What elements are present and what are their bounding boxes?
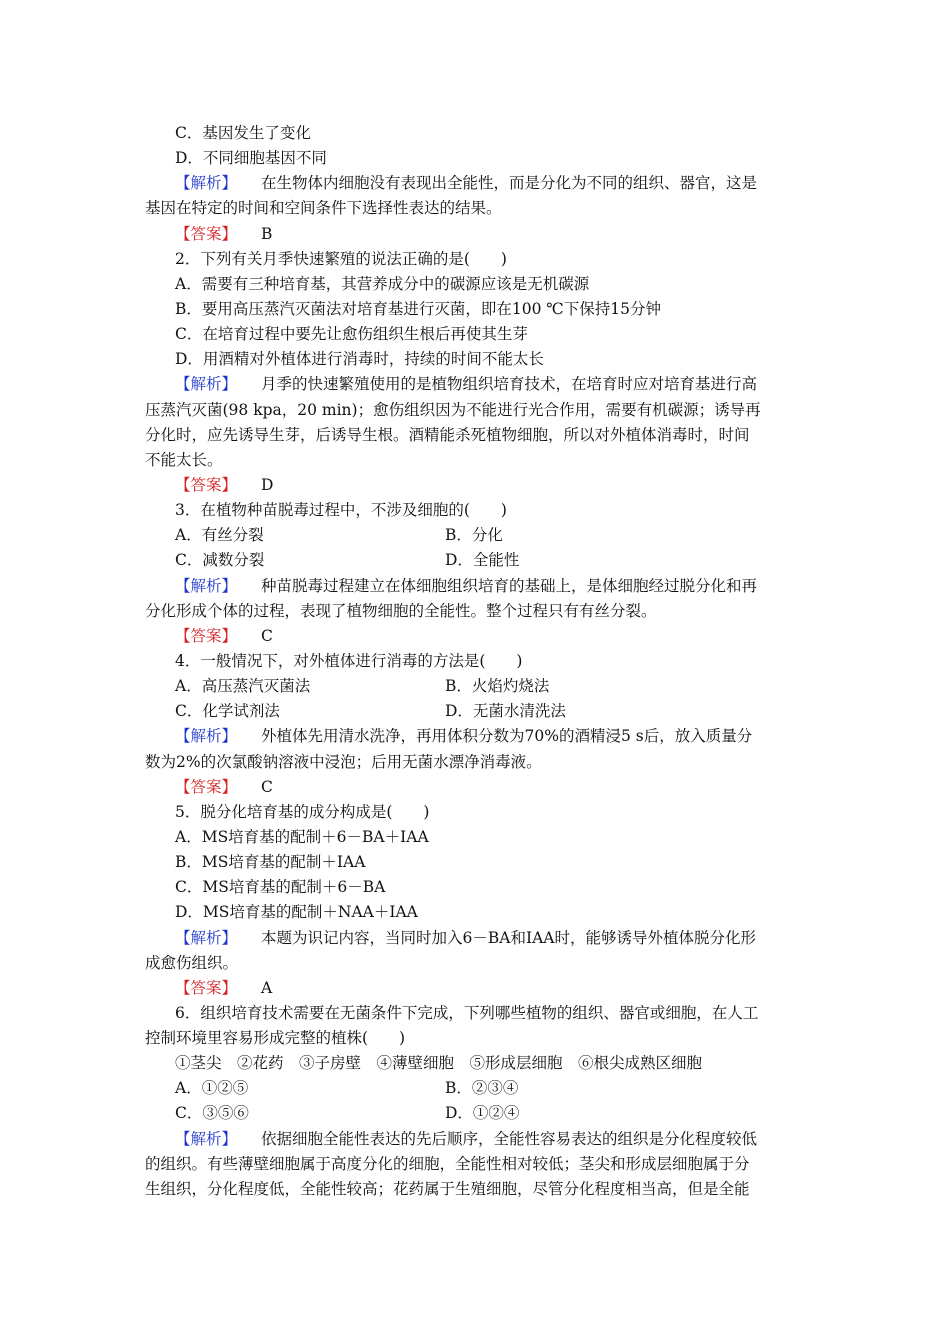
q2-explanation-line: 压蒸汽灭菌(98 kpa，20 min)；愈伤组织因为不能进行光合作用，需要有机碳源；诱导再 bbox=[145, 400, 761, 419]
q6-explanation-line: 的组织。有些薄壁细胞属于高度分化的细胞，全能性相对较低；茎尖和形成层细胞属于分 bbox=[145, 1154, 750, 1173]
q2-answer bbox=[145, 473, 813, 498]
q2-explanation-line: 不能太长。 bbox=[145, 450, 223, 469]
answer-value: A bbox=[261, 978, 273, 997]
answer-tag: 【答案】 bbox=[175, 475, 238, 494]
answer-value: B bbox=[261, 224, 273, 243]
q3-answer bbox=[145, 624, 813, 649]
q4-options-row bbox=[145, 699, 813, 724]
q2-explanation-line: 【解析】 月季的快速繁殖使用的是植物组织培育技术，在培育时应对培育基进行高 bbox=[175, 375, 758, 394]
q6-explanation-line: 【解析】 依据细胞全能性表达的先后顺序，全能性容易表达的组织是分化程度较低 bbox=[175, 1129, 758, 1148]
q2-option-d: D．用酒精对外植体进行消毒时，持续的时间不能太长 bbox=[175, 350, 544, 369]
q5-stem: 5．脱分化培育基的成分构成是( ) bbox=[175, 802, 430, 821]
answer-value: C bbox=[261, 626, 273, 645]
q2-option-b: B．要用高压蒸汽灭菌法对培育基进行灭菌，即在100 ℃下保持15分钟 bbox=[175, 299, 661, 318]
q6-option-b: B．②③④ bbox=[445, 1079, 519, 1098]
q3-option-a: A．有丝分裂 bbox=[175, 526, 264, 545]
answer-tag: 【答案】 bbox=[175, 978, 238, 997]
explanation-tag: 【解析】 bbox=[175, 375, 238, 394]
q3-option-b: B．分化 bbox=[445, 526, 503, 545]
answer-value: C bbox=[261, 777, 273, 796]
q5-option-a: A．MS培育基的配制＋6－BA＋IAA bbox=[175, 827, 429, 846]
q5-explanation-line: 成愈伤组织。 bbox=[145, 953, 239, 972]
q5-answer bbox=[145, 976, 813, 1001]
q6-options-row bbox=[145, 1076, 813, 1101]
q6-explanation-line: 生组织，分化程度低，全能性较高；花药属于生殖细胞，尽管分化程度相当高，但是全能 bbox=[145, 1179, 750, 1198]
answer-tag: 【答案】 bbox=[175, 777, 238, 796]
q5-explanation-line: 【解析】 本题为识记内容，当同时加入6－BA和IAA时，能够诱导外植体脱分化形 bbox=[175, 928, 756, 947]
q6-option-a: A．①②⑤ bbox=[175, 1079, 249, 1098]
explanation-tag: 【解析】 bbox=[175, 727, 238, 746]
q4-explanation-line: 【解析】 外植体先用清水洗净，再用体积分数为70%的酒精浸5 s后，放入质量分 bbox=[175, 727, 753, 746]
q4-option-b: B．火焰灼烧法 bbox=[445, 677, 550, 696]
answer-tag: 【答案】 bbox=[175, 224, 238, 243]
q5-option-b: B．MS培育基的配制＋IAA bbox=[175, 853, 366, 872]
q6-option-d: D．①②④ bbox=[445, 1104, 520, 1123]
q6-stem: 6．组织培育技术需要在无菌条件下完成，下列哪些植物的组织、器官或细胞，在人工 bbox=[175, 1003, 759, 1022]
q1-option-d: D．不同细胞基因不同 bbox=[175, 149, 327, 168]
explanation-tag: 【解析】 bbox=[175, 1129, 238, 1148]
explanation-tag: 【解析】 bbox=[175, 174, 238, 193]
q2-option-a: A．需要有三种培育基，其营养成分中的碳源应该是无机碳源 bbox=[175, 274, 590, 293]
explanation-tag: 【解析】 bbox=[175, 576, 238, 595]
q3-explanation-line: 【解析】 种苗脱毒过程建立在体细胞组织培育的基础上，是体细胞经过脱分化和再 bbox=[175, 576, 758, 595]
q6-option-c: C．③⑤⑥ bbox=[175, 1104, 249, 1123]
q4-explanation-line: 数为2%的次氯酸钠溶液中浸泡；后用无菌水漂净消毒液。 bbox=[145, 752, 542, 771]
q3-option-c: C．减数分裂 bbox=[175, 551, 265, 570]
answer-tag: 【答案】 bbox=[175, 626, 238, 645]
q5-option-c: C．MS培育基的配制＋6－BA bbox=[175, 878, 386, 897]
q6-items: ①茎尖 ②花药 ③子房壁 ④薄壁细胞 ⑤形成层细胞 ⑥根尖成熟区细胞 bbox=[175, 1054, 703, 1073]
q6-stem: 控制环境里容易形成完整的植株( ) bbox=[145, 1029, 406, 1048]
q4-options-row bbox=[145, 674, 813, 699]
q3-options-row bbox=[145, 548, 813, 573]
q4-option-a: A．高压蒸汽灭菌法 bbox=[175, 677, 311, 696]
q2-explanation-line: 分化时，应先诱导生芽，后诱导生根。酒精能杀死植物细胞，所以对外植体消毒时，时间 bbox=[145, 425, 750, 444]
q6-options-row bbox=[145, 1101, 813, 1126]
q4-option-c: C．化学试剂法 bbox=[175, 702, 280, 721]
q2-option-c: C．在培育过程中要先让愈伤组织生根后再使其生芽 bbox=[175, 325, 528, 344]
q3-options-row bbox=[145, 523, 813, 548]
page-content bbox=[145, 121, 813, 1202]
q2-stem: 2．下列有关月季快速繁殖的说法正确的是( ) bbox=[175, 249, 507, 268]
q3-stem: 3．在植物种苗脱毒过程中，不涉及细胞的( ) bbox=[175, 501, 507, 520]
q3-option-d: D．全能性 bbox=[445, 551, 520, 570]
q4-option-d: D．无菌水清洗法 bbox=[445, 702, 566, 721]
explanation-tag: 【解析】 bbox=[175, 928, 238, 947]
q4-stem: 4．一般情况下，对外植体进行消毒的方法是( ) bbox=[175, 651, 523, 670]
q1-explanation-line: 基因在特定的时间和空间条件下选择性表达的结果。 bbox=[145, 199, 502, 218]
q1-option-c: C．基因发生了变化 bbox=[175, 124, 311, 142]
answer-value: D bbox=[261, 475, 274, 494]
q5-option-d: D．MS培育基的配制＋NAA＋IAA bbox=[175, 903, 418, 922]
q3-explanation-line: 分化形成个体的过程，表现了植物细胞的全能性。整个过程只有有丝分裂。 bbox=[145, 601, 657, 620]
q1-explanation-line: 【解析】 在生物体内细胞没有表现出全能性，而是分化为不同的组织、器官，这是 bbox=[175, 174, 758, 193]
q1-answer bbox=[145, 222, 813, 247]
q4-answer bbox=[145, 775, 813, 800]
